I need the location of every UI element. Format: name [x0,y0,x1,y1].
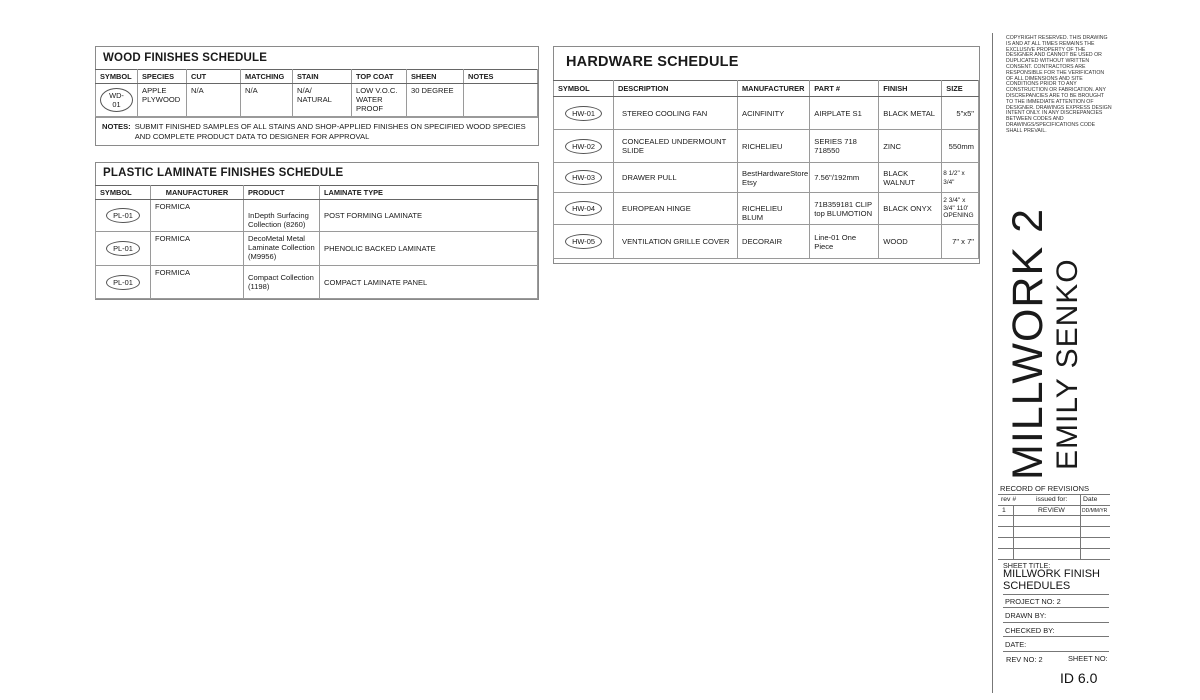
symbol-tag: HW-02 [565,139,602,154]
laminate-schedule-title: PLASTIC LAMINATE FINISHES SCHEDULE [103,167,344,179]
manufacturer-cell: RICHELIEU BLUM [738,193,810,225]
part-cell: AIRPLATE S1 [810,97,879,130]
top-coat-cell: LOW V.O.C. WATER PROOF [352,84,407,117]
hardware-schedule-table [553,80,979,259]
sheet-line [1003,636,1109,637]
col-header: CUT [187,70,241,84]
cut-cell: N/A [187,84,241,117]
rev-line [998,537,1110,538]
rev-num-header: rev # [1001,496,1017,503]
part-cell: 71B359181 CLIP top BLUMOTION [810,193,879,225]
col-header: PRODUCT [244,186,320,200]
description-cell: VENTILATION GRILLE COVER [614,225,738,259]
wood-schedule-notes [96,117,538,145]
date-field: DATE: [1005,640,1027,649]
description-cell: EUROPEAN HINGE [614,193,738,225]
rev-line [998,494,1110,495]
manufacturer-cell: DECORAIR [738,225,810,259]
wood-finishes-schedule [95,46,539,146]
table-row [96,232,538,266]
rev-issued: REVIEW [1038,507,1065,514]
hardware-schedule-title: HARDWARE SCHEDULE [566,54,739,70]
col-header: FINISH [879,81,942,97]
table-row [96,84,538,117]
table-row [96,266,538,299]
rev-line [998,515,1110,516]
col-header: NOTES [464,70,538,84]
symbol-tag: HW-01 [565,106,602,121]
col-header: MATCHING [241,70,293,84]
part-cell: SERIES 718 718550 [810,130,879,163]
part-cell: 7.56"/192mm [810,163,879,193]
sheet-line [1003,607,1109,608]
col-header: SYMBOL [554,81,614,97]
product-cell: Compact Collection (1198) [244,266,320,299]
notes-text: SUBMIT FINISHED SAMPLES OF ALL STAINS AND SHOP-APPLIED FINISHES ON SPECIFIED WOOD SPECIES AND COMPLETE PRODUCT DATA TO DESIGNER FOR APPROVAL [134,122,526,141]
laminate-schedule-table [95,185,538,299]
notes-cell [464,84,538,117]
laminate-type-cell: POST FORMING LAMINATE [320,200,538,232]
description-cell: CONCEALED UNDERMOUNT SLIDE [614,130,738,163]
matching-cell: N/A [241,84,293,117]
sheet-title-label: SHEET TITLE: [1003,561,1051,570]
laminate-finishes-schedule [95,162,539,300]
notes-label: NOTES: [102,122,131,131]
description-cell: STEREO COOLING FAN [614,97,738,130]
designer-name [1049,260,1087,470]
symbol-tag: WD-01 [100,88,133,112]
laminate-type-cell: PHENOLIC BACKED LAMINATE [320,232,538,266]
col-header: SHEEN [407,70,464,84]
size-cell: 8 1/2" x 3/4" [942,163,979,193]
project-title-text: MILLWORK 2 [1004,207,1052,480]
size-cell: 2 3/4" x 3/4" 110' OPENING [942,193,979,225]
finish-cell: WOOD [879,225,942,259]
project-title [998,207,1052,480]
sheet-line [1003,651,1109,652]
finish-cell: BLACK METAL [879,97,942,130]
rev-no: REV NO: 2 [1006,655,1043,664]
manufacturer-cell: FORMICA [151,266,244,299]
sheet-line [1003,594,1109,595]
checked-by: CHECKED BY: [1005,626,1055,635]
sheen-cell: 30 DEGREE [407,84,464,117]
sheet-title-1: MILLWORK FINISH [1003,568,1100,580]
sheet-no-label: SHEET NO: [1068,654,1108,663]
symbol-tag: PL-01 [106,241,140,256]
sheet-title-2: SCHEDULES [1003,580,1071,592]
manufacturer-cell: FORMICA [151,232,244,266]
rev-num: 1 [1002,507,1006,514]
rev-date-header: Date [1083,496,1098,503]
revisions-title: RECORD OF REVISIONS [1000,484,1090,493]
drawn-by: DRAWN BY: [1005,611,1047,620]
symbol-tag: PL-01 [106,275,140,290]
size-cell: 7" x 7" [942,225,979,259]
col-header: TOP COAT [352,70,407,84]
col-header: SYMBOL [96,70,138,84]
symbol-tag: PL-01 [106,208,140,223]
stain-cell: N/A/ NATURAL [293,84,352,117]
manufacturer-cell: BestHardwareStore Etsy [738,163,810,193]
species-cell: APPLE PLYWOOD [138,84,187,117]
laminate-type-cell: COMPACT LAMINATE PANEL [320,266,538,299]
product-cell: InDepth Surfacing Collection (8260) [244,200,320,232]
copyright-notice: COPYRIGHT RESERVED. THIS DRAWING IS AND AT ALL TIMES REMAINS THE EXCLUSIVE PROPERTY OF THE DESIGNER AND CANNOT BE USED OR DUPLICATED WITHOUT WRITTEN CONSENT. CONTRACTORS ARE RESPONSIBLE FOR THE VERIFICATION OF ALL DIMENSIONS AND SITE CONDITIONS PRIOR TO ANY CONSTRUCTION OR FABRICATION. ANY DISCREPANCIES ARE TO BE BROUGHT TO THE IMMEDIATE ATTENTION OF DESIGNER. DRAWINGS EXPRESS DESIGN INTENT ONLY. IN ANY DISCREPANCIES BETWEEN CODES AND DRAWINGS/SPECIFICATIONS CODE SHALL PREVAIL. [1006,35,1112,134]
designer-name-text: EMILY SENKO [1051,258,1084,470]
col-header: LAMINATE TYPE [320,186,538,200]
finish-cell: BLACK ONYX [879,193,942,225]
symbol-tag: HW-04 [565,201,602,216]
col-header: MANUFACTURER [151,186,244,200]
rev-issued-header: issued for: [1036,496,1068,503]
table-row [554,130,979,163]
product-cell: DecoMetal Metal Laminate Collection (M9956) [244,232,320,266]
col-header: SIZE [942,81,979,97]
col-header: STAIN [293,70,352,84]
sheet-line [1003,622,1109,623]
rev-line [998,526,1110,527]
symbol-tag: HW-05 [565,234,602,249]
col-header: SPECIES [138,70,187,84]
manufacturer-cell: ACINFINITY [738,97,810,130]
sheet-no: ID 6.0 [1060,670,1098,686]
description-cell: DRAWER PULL [614,163,738,193]
size-cell: 5"x5" [942,97,979,130]
col-header: MANUFACTURER [738,81,810,97]
wood-schedule-table [95,69,538,117]
table-row [96,200,538,232]
rev-line [998,505,1110,506]
manufacturer-cell: FORMICA [151,200,244,232]
table-row [554,225,979,259]
finish-cell: ZINC [879,130,942,163]
table-row [554,97,979,130]
col-header: SYMBOL [96,186,151,200]
rev-line [998,548,1110,549]
rev-line [998,559,1110,560]
manufacturer-cell: RICHELIEU [738,130,810,163]
title-block-border [992,33,993,693]
finish-cell: BLACK WALNUT [879,163,942,193]
table-row [554,193,979,225]
project-no: PROJECT NO: 2 [1005,597,1061,606]
table-row [554,163,979,193]
rev-col-line [1013,505,1014,559]
rev-date: DD/MM/YR [1082,508,1108,514]
col-header: PART # [810,81,879,97]
rev-col-line [1080,494,1081,559]
symbol-tag: HW-03 [565,170,602,185]
size-cell: 550mm [942,130,979,163]
part-cell: Line-01 One Piece [810,225,879,259]
col-header: DESCRIPTION [614,81,738,97]
hardware-schedule [553,46,980,264]
wood-schedule-title: WOOD FINISHES SCHEDULE [103,52,268,64]
